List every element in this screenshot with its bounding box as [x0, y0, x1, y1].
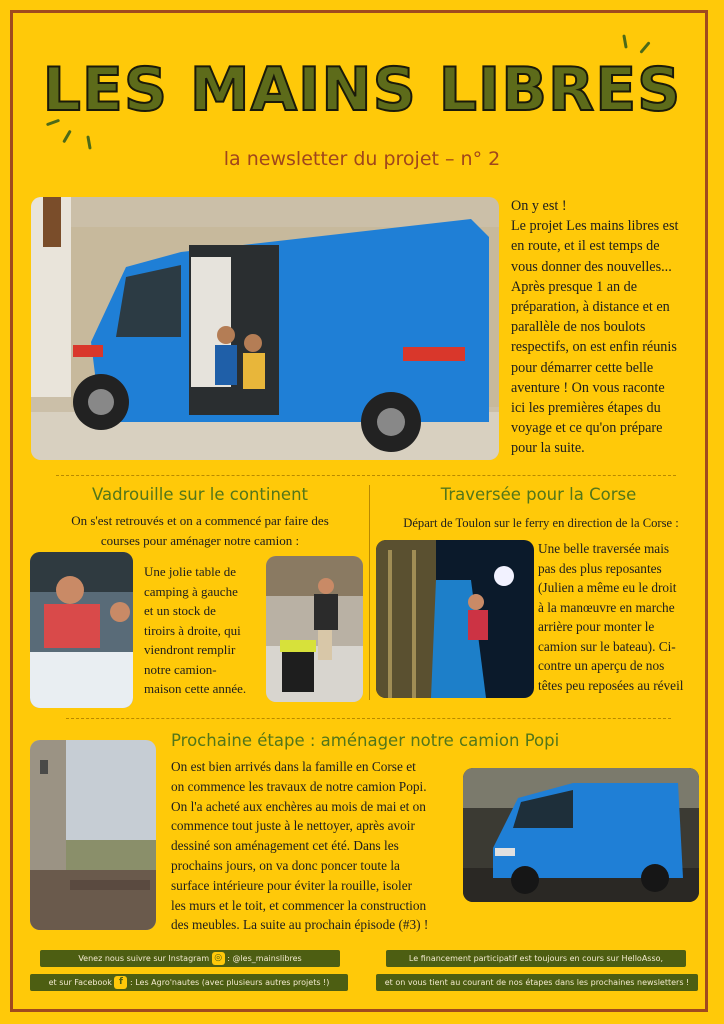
section2-lead: Départ de Toulon sur le ferry en direction de la Corse : — [403, 516, 679, 530]
section-heading-continent: Vadrouille sur le continent — [92, 485, 308, 504]
newsletter-subtitle: la newsletter du projet – n° 2 — [223, 148, 501, 170]
section1-lead — [30, 511, 370, 551]
text-line: Une belle traversée mais — [538, 541, 670, 556]
text-line: on commence les travaux de notre camion Popi. — [171, 778, 427, 794]
facebook-banner[interactable] — [30, 974, 348, 991]
text-line: et un stock de — [144, 603, 216, 618]
text-line: On l'a acheté aux enchères au mois de mai et on — [171, 798, 426, 814]
camping-table-photo — [30, 552, 133, 708]
intro-line: parallèle de nos boulots — [511, 319, 646, 336]
text-line: des meubles. La suite au prochain épisode (#3) ! — [171, 917, 429, 933]
section2-text — [538, 539, 710, 695]
instagram-banner[interactable] — [40, 950, 340, 967]
drawers-store-photo — [266, 556, 363, 702]
text-line: têtes peu reposées au réveil — [538, 677, 684, 693]
intro-line: Le projet Les mains libres est — [511, 218, 679, 235]
text-line: pas des plus reposantes — [538, 560, 662, 576]
corsica-village-photo — [30, 740, 156, 930]
text-line: camion sur le bateau). Ci- — [538, 638, 676, 654]
text-line: camping à gauche — [144, 583, 238, 599]
text-line: maison cette année. — [144, 681, 247, 696]
intro-line: voyage et ce qu'on prépare — [511, 420, 663, 437]
section3-text — [171, 757, 461, 935]
facebook-invite: et sur Facebook — [48, 978, 112, 987]
popi-van-photo — [463, 768, 699, 902]
text-line: arrière pour monter le — [538, 619, 655, 634]
text-line: surface intérieure pour éviter la rouille, isoler — [171, 877, 413, 893]
ferry-photo — [376, 540, 534, 698]
section1-text — [144, 562, 264, 699]
text-line: commence tout juste à le nettoyer, après avoir — [171, 818, 415, 834]
text-line: viendront remplir — [144, 642, 236, 657]
intro-line: respectifs, on est enfin réunis — [511, 339, 677, 356]
intro-line: préparation, à distance et en — [511, 299, 670, 316]
text-line: On est bien arrivés dans la famille en Corse et — [171, 759, 416, 774]
funding-banner: Le financement participatif est toujours en cours sur HelloAsso, — [386, 950, 686, 967]
instagram-handle: : @les_mainslibres — [227, 954, 302, 963]
intro-line: en route, et il est temps de — [511, 238, 660, 255]
instagram-icon: ◎ — [212, 952, 225, 965]
newsletter-banner: et on vous tient au courant de nos étapes dans les prochaines newsletters ! — [376, 974, 698, 991]
lead-line: On s'est retrouvés et on a commencé par faire des — [71, 513, 329, 528]
intro-line: pour la suite. — [511, 440, 585, 457]
text-line: dessiné son aménagement cet été. Dans les — [171, 838, 399, 854]
intro-line: Après presque 1 an de — [511, 278, 638, 295]
text-line: tiroirs à droite, qui — [144, 622, 241, 638]
intro-line: vous donner des nouvelles... — [511, 258, 672, 275]
text-line: notre camion- — [144, 661, 217, 677]
text-line: contre un aperçu de nos — [538, 658, 665, 673]
instagram-invite: Venez nous suivre sur Instagram — [78, 954, 210, 963]
facebook-text: : Les Agro'nautes (avec plusieurs autres projets !) — [129, 978, 330, 987]
section-heading-popi: Prochaine étape : aménager notre camion Popi — [171, 731, 560, 750]
section-divider — [66, 718, 671, 719]
section-divider — [56, 475, 676, 476]
facebook-icon: f — [114, 976, 127, 989]
intro-line: pour démarrer cette belle — [511, 359, 654, 376]
newsletter-title: LES MAINS LIBRES — [42, 55, 682, 125]
intro-line: On y est ! — [511, 198, 567, 214]
hero-van-photo — [31, 197, 499, 460]
text-line: prochains jours, on va donc poncer toute la — [171, 857, 400, 873]
text-line: à la manœuvre en marche — [538, 599, 675, 615]
intro-line: ici les premières étapes du — [511, 400, 661, 417]
intro-line: aventure ! On vous raconte — [511, 379, 665, 396]
text-line: Une jolie table de — [144, 564, 237, 579]
text-line: (Julien a même eu le droit — [538, 580, 677, 595]
section-heading-corse: Traversée pour la Corse — [440, 485, 637, 504]
intro-text — [511, 196, 711, 459]
text-line: les murs et le toit, et commencer la construction — [171, 897, 427, 913]
lead-line: courses pour aménager notre camion : — [100, 533, 300, 548]
